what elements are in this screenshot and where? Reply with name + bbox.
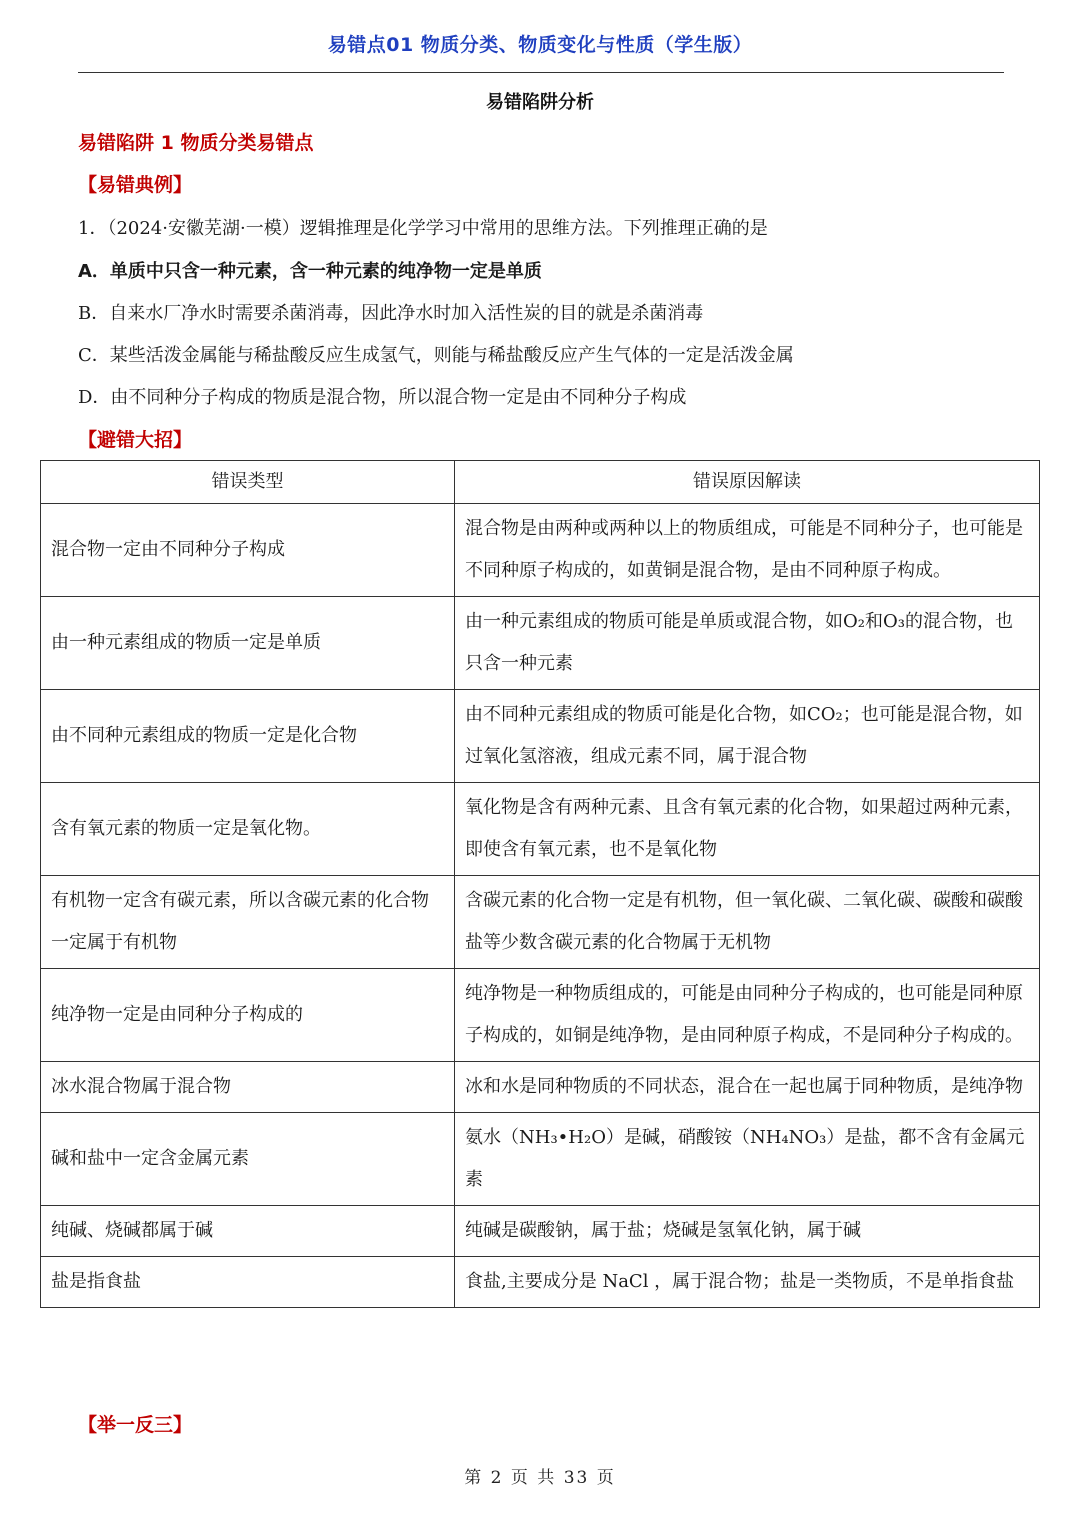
error-reason-cell: 纯净物是一种物质组成的，可能是由同种分子构成的，也可能是同种原子构成的，如铜是纯净物，是由同种原子构成，不是同种分子构成的。 bbox=[455, 969, 1040, 1062]
error-type-cell: 含有氧元素的物质一定是氧化物。 bbox=[41, 783, 455, 876]
section-title: 易错陷阱分析 bbox=[486, 92, 594, 113]
question-stem: 1．（2024·安徽芜湖·一模）逻辑推理是化学学习中常用的思维方法。下列推理正确的是 bbox=[78, 218, 768, 239]
option-b: B．自来水厂净水时需要杀菌消毒，因此净水时加入活性炭的目的就是杀菌消毒 bbox=[78, 303, 704, 324]
error-type-cell: 由一种元素组成的物质一定是单质 bbox=[41, 597, 455, 690]
error-type-cell: 有机物一定含有碳元素，所以含碳元素的化合物一定属于有机物 bbox=[41, 876, 455, 969]
header-error-type: 错误类型 bbox=[41, 461, 455, 504]
error-type-cell: 由不同种元素组成的物质一定是化合物 bbox=[41, 690, 455, 783]
table-row bbox=[41, 690, 1040, 783]
avoid-tips-label: 【避错大招】 bbox=[78, 429, 193, 451]
error-reason-cell: 由不同种元素组成的物质可能是化合物，如CO₂；也可能是混合物，如过氧化氢溶液，组成元素不同，属于混合物 bbox=[455, 690, 1040, 783]
error-reason-cell: 含碳元素的化合物一定是有机物，但一氧化碳、二氧化碳、碳酸和碳酸盐等少数含碳元素的化合物属于无机物 bbox=[455, 876, 1040, 969]
error-type-cell: 混合物一定由不同种分子构成 bbox=[41, 504, 455, 597]
error-type-cell: 纯碱、烧碱都属于碱 bbox=[41, 1206, 455, 1257]
error-reason-cell: 氧化物是含有两种元素、且含有氧元素的化合物，如果超过两种元素，即使含有氧元素，也不是氧化物 bbox=[455, 783, 1040, 876]
header-error-reason: 错误原因解读 bbox=[455, 461, 1040, 504]
error-reason-cell: 混合物是由两种或两种以上的物质组成，可能是不同种分子，也可能是不同种原子构成的，如黄铜是混合物，是由不同种原子构成。 bbox=[455, 504, 1040, 597]
error-reason-cell: 纯碱是碳酸钠，属于盐；烧碱是氢氧化钠，属于碱 bbox=[455, 1206, 1040, 1257]
option-d: D．由不同种分子构成的物质是混合物，所以混合物一定是由不同种分子构成 bbox=[78, 387, 687, 408]
error-type-cell: 盐是指食盐 bbox=[41, 1257, 455, 1308]
table-row bbox=[41, 1257, 1040, 1308]
error-analysis-table bbox=[40, 460, 1040, 1308]
error-type-cell: 纯净物一定是由同种分子构成的 bbox=[41, 969, 455, 1062]
practice-label: 【举一反三】 bbox=[78, 1414, 193, 1436]
table-row bbox=[41, 1206, 1040, 1257]
table-row bbox=[41, 876, 1040, 969]
document-header-title: 易错点01 物质分类、物质变化与性质（学生版） bbox=[327, 34, 753, 56]
table-row bbox=[41, 783, 1040, 876]
table-row bbox=[41, 504, 1040, 597]
error-reason-cell: 氨水（NH₃•H₂O）是碱，硝酸铵（NH₄NO₃）是盐，都不含有金属元素 bbox=[455, 1113, 1040, 1206]
typical-example-label: 【易错典例】 bbox=[78, 174, 193, 196]
header-divider bbox=[78, 72, 1004, 73]
table-row bbox=[41, 969, 1040, 1062]
error-type-cell: 冰水混合物属于混合物 bbox=[41, 1062, 455, 1113]
option-a: A．单质中只含一种元素，含一种元素的纯净物一定是单质 bbox=[78, 261, 542, 282]
error-type-cell: 碱和盐中一定含金属元素 bbox=[41, 1113, 455, 1206]
error-reason-cell: 食盐,主要成分是 NaCl ，属于混合物；盐是一类物质，不是单指食盐 bbox=[455, 1257, 1040, 1308]
table-row bbox=[41, 1062, 1040, 1113]
error-reason-cell: 冰和水是同种物质的不同状态，混合在一起也属于同种物质，是纯净物 bbox=[455, 1062, 1040, 1113]
option-c: C．某些活泼金属能与稀盐酸反应生成氢气，则能与稀盐酸反应产生气体的一定是活泼金属 bbox=[78, 345, 794, 366]
table-header-row bbox=[41, 461, 1040, 504]
trap-heading: 易错陷阱 1 物质分类易错点 bbox=[78, 132, 314, 154]
table-row bbox=[41, 597, 1040, 690]
table-row bbox=[41, 1113, 1040, 1206]
error-reason-cell: 由一种元素组成的物质可能是单质或混合物，如O₂和O₃的混合物，也只含一种元素 bbox=[455, 597, 1040, 690]
page-number-footer: 第 2 页 共 33 页 bbox=[464, 1468, 616, 1488]
